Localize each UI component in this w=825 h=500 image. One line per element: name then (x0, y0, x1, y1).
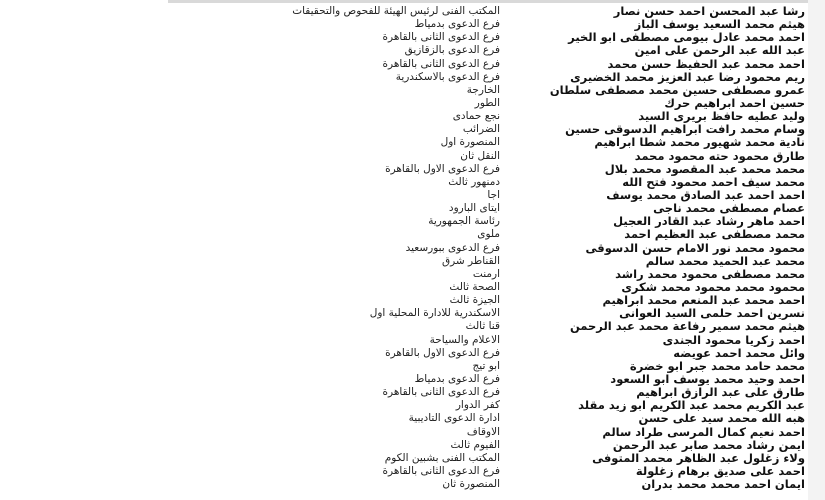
list-item (230, 347, 805, 360)
person-name: وائل محمد احمد عويضه (673, 345, 805, 360)
person-name: طارق على عبد الرازق ابراهيم (636, 385, 805, 400)
work-location: الاسكندرية للادارة المحلية اول (369, 307, 500, 320)
person-name: حسين احمد ابراهيم حرك (664, 95, 805, 110)
person-name: عمرو مصطفى حسين محمد مصطفى سلطان (549, 82, 805, 97)
work-location: الخارجة (466, 83, 500, 96)
list-item (230, 426, 805, 439)
list-item (230, 228, 805, 241)
work-location: فرع الدعوى الاول بالقاهرة (385, 162, 500, 175)
work-location: الصحة ثالث (449, 280, 500, 293)
work-location: فرع الدعوى الثانى بالقاهرة (382, 31, 500, 44)
list-item (230, 452, 805, 465)
person-name: احمد محمد عادل بيومى مصطفى ابو الخير (568, 30, 805, 45)
work-location: الطور (474, 96, 500, 109)
person-name: احمد وحيد محمد يوسف ابو السعود (610, 371, 805, 386)
work-location: ايتاى البارود (448, 202, 500, 215)
list-item (230, 242, 805, 255)
person-name: احمد زكريا محمود الجندى (662, 332, 805, 347)
person-name: هبه الله محمد سيد على حسن (638, 411, 805, 426)
work-location: فرع الدعوى بالزقازيق (404, 44, 500, 57)
right-sidebar (808, 0, 825, 500)
work-location: المنصورة ثان (442, 478, 500, 491)
person-name: هيثم محمد سمير رفاعة محمد عبد الرحمن (569, 319, 805, 334)
work-location: الاوقاف (466, 425, 500, 438)
person-name: محمد سيف احمد محمود فتح الله (622, 174, 805, 189)
list-item (230, 150, 805, 163)
person-name: ولاء زغلول عبد الظاهر محمد المتوفى (592, 450, 805, 465)
work-location: الفيوم ثالث (450, 438, 500, 451)
work-location: كفر الدوار (455, 399, 500, 412)
names-list (230, 5, 805, 491)
work-location: فرع الدعوى بدمياط (414, 18, 500, 31)
list-item (230, 334, 805, 347)
person-name: عبد الله عبد الرحمن على امين (634, 43, 805, 58)
person-name: احمد محمد عبد الحفيظ حسن محمد (607, 56, 805, 71)
list-item (230, 320, 805, 333)
person-name: احمد على صديق برهام زغلولة (635, 463, 805, 478)
person-name: وسام محمد رافت ابراهيم الدسوقى حسين (565, 122, 805, 137)
person-name: نادية محمد شهيور محمد شطا ابراهيم (594, 135, 805, 150)
person-name: هيثم محمد السعيد يوسف الباز (634, 17, 805, 32)
person-name: احمد ماهر رشاد عبد القادر العجيل (613, 214, 805, 229)
work-location: ابو تيج (472, 359, 500, 372)
work-location: فرع الدعوى الثانى بالقاهرة (382, 57, 500, 70)
person-name: محمود محمد نور الامام حسن الدسوقى (585, 240, 805, 255)
list-item (230, 439, 805, 452)
work-location: دمنهور ثالث (448, 175, 500, 188)
work-location: فرع الدعوى بالاسكندرية (395, 70, 500, 83)
person-name: وليد عطيه حافظ بريرى السيد (638, 109, 805, 124)
work-location: ارمنت (472, 267, 500, 280)
person-name: احمد احمد عبد الصادق محمد يوسف (606, 187, 805, 202)
work-location: المنصورة اول (440, 136, 500, 149)
person-name: ايمن رشاد محمد صابر عبد الرحمن (612, 437, 805, 452)
list-item (230, 163, 805, 176)
person-name: محمد مصطفى عبد العظيم احمد (624, 227, 805, 242)
list-item (230, 176, 805, 189)
person-name: احمد محمد عبد المنعم محمد ابراهيم (602, 293, 805, 308)
list-item (230, 268, 805, 281)
list-item (230, 84, 805, 97)
work-location: فرع الدعوى الاول بالقاهرة (385, 346, 500, 359)
work-location: فرع الدعوى ببورسعيد (405, 241, 500, 254)
person-name: محمد محمد عبد المقصود محمد بلال (604, 161, 805, 176)
list-item (230, 44, 805, 57)
person-name: محمد مصطفى محمود محمد راشد (615, 266, 805, 281)
work-location: نجع حمادى (452, 110, 500, 123)
work-location: فرع الدعوى الثانى بالقاهرة (382, 386, 500, 399)
work-location: الجيزة ثالث (449, 294, 500, 307)
person-name: نسرين احمد حلمى السيد العوانى (619, 306, 805, 321)
person-name: عصام مصطفى محمد ناجى (653, 201, 805, 216)
person-name: محمد عبد الحميد محمد سالم (645, 253, 805, 268)
list-item (230, 136, 805, 149)
work-location: الاعلام والسياحة (429, 333, 500, 346)
work-location: فرع الدعوى بدمياط (414, 372, 500, 385)
list-item (230, 71, 805, 84)
work-location: القناطر شرق (441, 254, 500, 267)
work-location: المكتب الفنى بشبين الكوم (384, 451, 500, 464)
work-location: الضرائب (462, 123, 500, 136)
work-location: المكتب الفنى لرئيس الهيئة للفحوص والتحقيقات (292, 5, 500, 17)
list-item (230, 58, 805, 71)
person-name: عبد الكريم محمد عبد الكريم ابو زيد مقلد (578, 398, 805, 413)
work-location: ملوى (477, 228, 500, 241)
person-name: ريم محمود رضا عبد العزيز محمد الخضيرى (570, 69, 805, 84)
work-location: النقل ثان (460, 149, 500, 162)
work-location: ادارة الدعوى التاديبية (408, 412, 500, 425)
person-name: رشا عبد المحسن احمد حسن نصار (613, 4, 805, 18)
person-name: ايمان احمد محمد محمد بدران (641, 477, 805, 492)
work-location: اجا (487, 188, 500, 201)
person-name: احمد نعيم كمال المرسى طراد سالم (602, 424, 805, 439)
person-name: طارق محمود حته محمود محمد (634, 148, 805, 163)
list-item (230, 255, 805, 268)
list-item (230, 360, 805, 373)
top-border (168, 0, 808, 3)
list-item (230, 412, 805, 425)
person-name: محمود محمد محمود محمد شكرى (621, 279, 805, 294)
work-location: قنا ثالث (465, 320, 500, 333)
list-item (230, 478, 805, 491)
work-location: رئاسة الجمهورية (428, 215, 500, 228)
work-location: فرع الدعوى الثانى بالقاهرة (382, 464, 500, 477)
person-name: محمد حامد محمد جبر ابو خضرة (629, 358, 805, 373)
